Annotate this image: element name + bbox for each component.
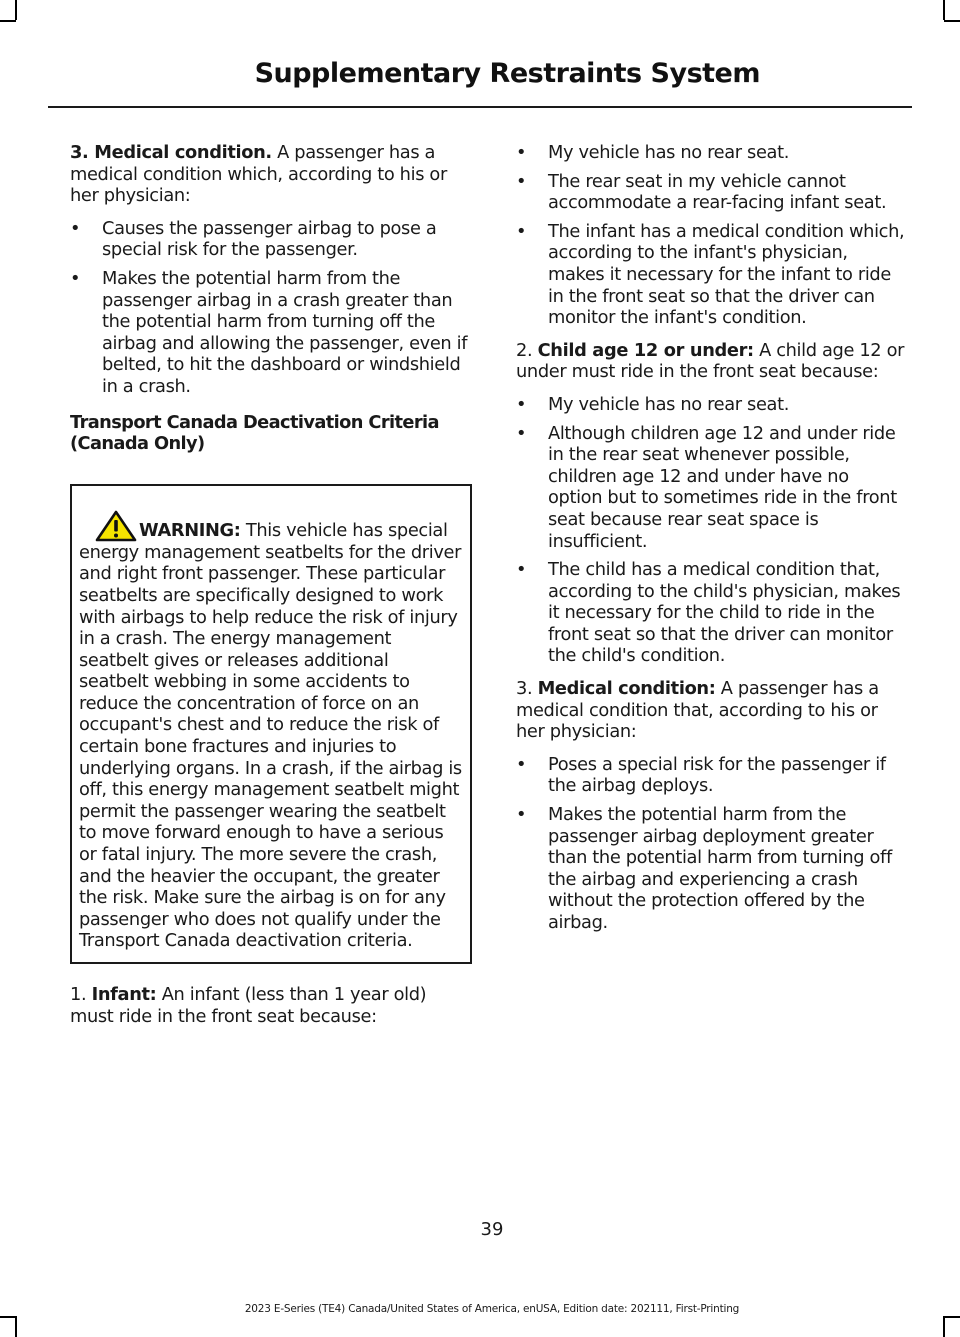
list-item bbox=[516, 221, 908, 329]
bullet: • bbox=[70, 217, 81, 239]
list-item bbox=[516, 171, 908, 214]
crop-mark bbox=[943, 1316, 945, 1337]
bullet: • bbox=[70, 267, 81, 289]
warning-paragraph bbox=[79, 510, 463, 952]
list-item bbox=[516, 394, 908, 416]
medical-condition-2-text: A passenger has a medical condition that, according to his or her physician: bbox=[516, 678, 879, 743]
bullet: • bbox=[516, 559, 527, 581]
list-item-text: Makes the potential harm from the passenger airbag deployment greater than the potential harm from turning off the airbag and experiencing a crash without the protection offered by the airbag. bbox=[548, 804, 892, 933]
medical-condition-2-lead: Medical condition: bbox=[537, 678, 716, 700]
left-column bbox=[70, 142, 472, 1038]
section-heading: Transport Canada Deactivation Criteria (Canada Only) bbox=[70, 411, 439, 455]
crop-mark bbox=[0, 20, 16, 22]
child-intro bbox=[516, 340, 908, 383]
list-item bbox=[516, 142, 908, 164]
bullet: • bbox=[516, 142, 527, 163]
bullet: • bbox=[516, 170, 527, 192]
infant-number: 1. bbox=[70, 984, 92, 1005]
child-text: A child age 12 or under must ride in the front seat because: bbox=[516, 339, 905, 383]
infant-lead: Infant: bbox=[91, 984, 157, 1005]
medical-number: 3. bbox=[516, 678, 538, 700]
medical-condition-lead: 3. Medical condition. bbox=[70, 142, 272, 163]
bullet: • bbox=[516, 422, 527, 444]
right-column bbox=[516, 142, 908, 945]
list-item bbox=[70, 268, 472, 398]
list-item bbox=[516, 559, 908, 667]
child-list bbox=[516, 394, 908, 667]
crop-mark bbox=[944, 1316, 960, 1318]
infant-list bbox=[516, 142, 908, 329]
child-number: 2. bbox=[516, 339, 538, 361]
footer-edition-info: 2023 E-Series (TE4) Canada/United States of America, enUSA, Edition date: 202111, First-Printing bbox=[244, 1303, 740, 1315]
list-item-text: The child has a medical condition that, according to the child's physician, makes it necessary for the child to ride in the front seat so that the driver can monitor the child's condition. bbox=[548, 559, 901, 667]
list-item bbox=[516, 804, 908, 934]
bullet: • bbox=[516, 393, 527, 415]
medical-condition-2-list bbox=[516, 754, 908, 934]
warning-label: WARNING: bbox=[139, 519, 241, 541]
list-item bbox=[516, 754, 908, 797]
crop-mark bbox=[15, 0, 17, 20]
bullet: • bbox=[516, 753, 527, 775]
medical-condition-intro bbox=[70, 142, 472, 207]
infant-text: An infant (less than 1 year old) must ride in the front seat because: bbox=[70, 984, 427, 1027]
medical-condition-2-intro bbox=[516, 678, 908, 743]
list-item-text: Makes the potential harm from the passenger airbag in a crash greater than the potential harm from turning off the airbag and allowing the passenger, even if belted, to hit the dashboard or windshield in a crash. bbox=[102, 267, 468, 397]
infant-intro bbox=[70, 984, 472, 1027]
crop-mark bbox=[0, 1316, 16, 1318]
warning-text: This vehicle has special energy management seatbelts for the driver and right front passenger. These particular seatbelts are specifically designed to work with airbags to help reduce the risk of injury in a crash. The energy management seatbelt gives or releases additional seatbelt webbing in some accidents to reduce the concentration of force on an occupant's chest and to reduce the risk of certain bone fractures and injuries to underlying organs. In a crash, if the airbag is off, this energy management seatbelt might permit the passenger wearing the seatbelt to move forward enough to have a serious or fatal injury. The more severe the crash, and the heavier the occupant, the greater the risk. Make sure the airbag is on for any passenger who does not qualify under the Transport Canada deactivation criteria. bbox=[79, 519, 462, 952]
page-title: Supplementary Restraints System bbox=[254, 58, 760, 89]
header-divider bbox=[48, 106, 912, 108]
list-item bbox=[516, 423, 908, 553]
crop-mark bbox=[944, 20, 960, 22]
list-item-text: The infant has a medical condition which, according to the infant's physician, makes it necessary for the infant to ride in the front seat so that the driver can monitor the infant's condition. bbox=[548, 220, 905, 329]
list-item-text: My vehicle has no rear seat. bbox=[548, 142, 790, 163]
medical-condition-text: A passenger has a medical condition which, according to his or her physician: bbox=[70, 142, 447, 207]
crop-mark bbox=[15, 1316, 17, 1337]
bullet: • bbox=[516, 804, 527, 826]
warning-triangle-icon bbox=[95, 510, 137, 542]
crop-mark bbox=[943, 0, 945, 20]
list-item-text: Poses a special risk for the passenger if the airbag deploys. bbox=[548, 753, 886, 797]
list-item-text: My vehicle has no rear seat. bbox=[548, 393, 790, 415]
page-number: 39 bbox=[480, 1219, 504, 1240]
list-item-text: Causes the passenger airbag to pose a special risk for the passenger. bbox=[102, 217, 437, 261]
list-item-text: Although children age 12 and under ride in the rear seat whenever possible, children age 12 and under have no option but to sometimes ride in the front seat because rear seat space is insufficient. bbox=[548, 422, 897, 552]
bullet: • bbox=[516, 220, 527, 242]
list-item bbox=[70, 218, 472, 261]
list-item-text: The rear seat in my vehicle cannot accommodate a rear-facing infant seat. bbox=[548, 170, 887, 214]
warning-box bbox=[70, 484, 472, 964]
child-lead: Child age 12 or under: bbox=[537, 339, 754, 361]
medical-condition-list bbox=[70, 218, 472, 398]
